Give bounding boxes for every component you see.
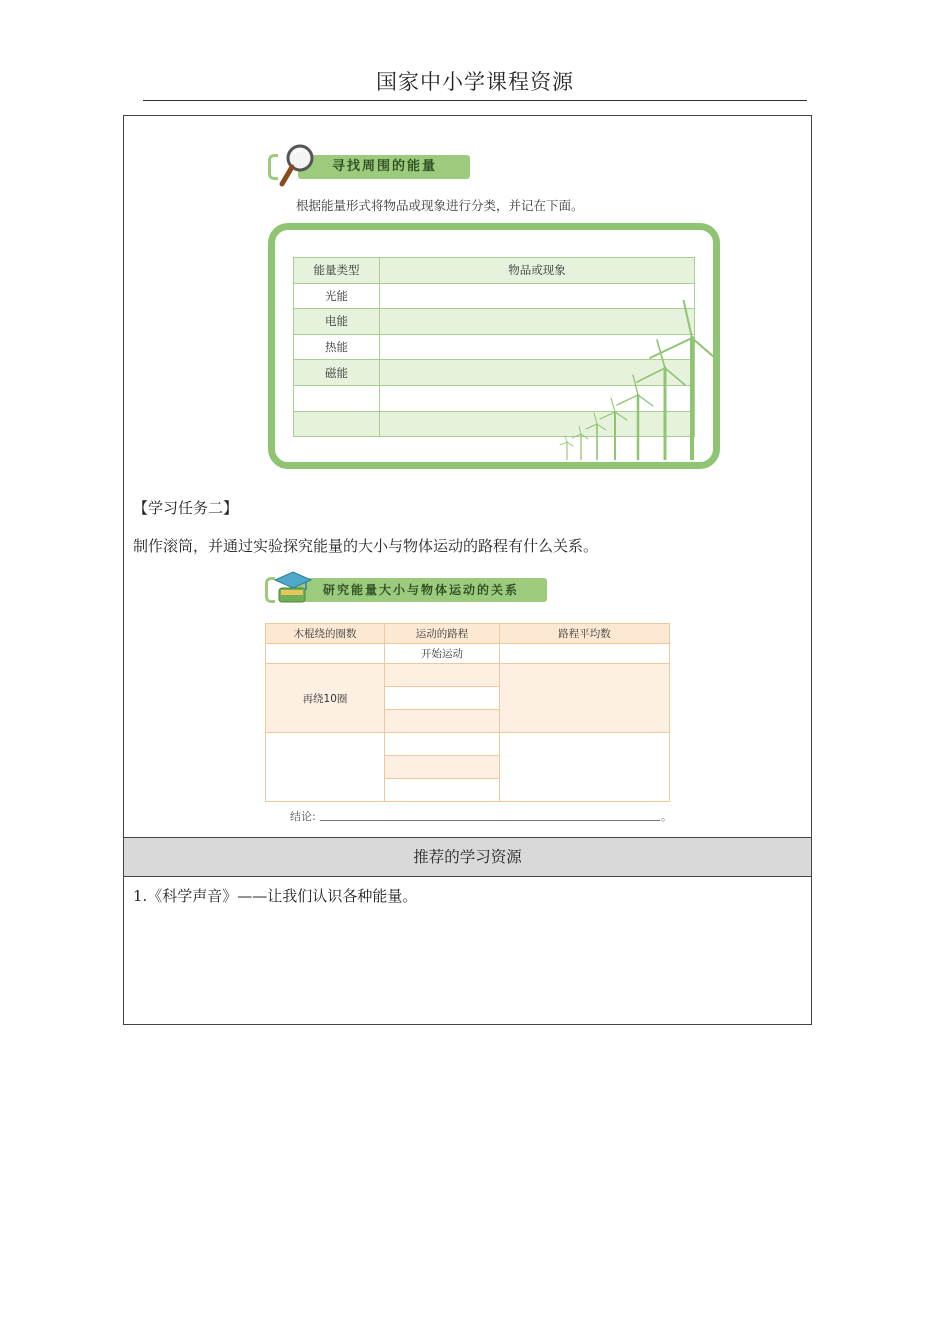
wind-turbine-illustration (545, 300, 715, 460)
energy-type-cell: 磁能 (294, 360, 380, 386)
activity2-title: 研究能量大小与物体运动的关系 (323, 583, 520, 597)
turns-cell[interactable] (266, 644, 385, 664)
activity1-title: 寻找周围的能量 (332, 159, 438, 174)
distance-cell[interactable] (385, 756, 500, 779)
energy-type-cell: 热能 (294, 334, 380, 360)
header-items: 物品或现象 (380, 258, 695, 284)
table-row (266, 644, 670, 664)
roll-experiment-table (265, 623, 670, 802)
header-energy-type: 能量类型 (294, 258, 380, 284)
graduation-cap-icon (273, 570, 313, 606)
page-header: 国家中小学课程资源 (143, 64, 807, 101)
activity2-title-banner (265, 572, 549, 604)
conclusion-end-mark: 。 (661, 810, 672, 823)
average-cell[interactable] (500, 733, 670, 802)
energy-type-cell[interactable] (294, 385, 380, 411)
group1-label-cell: 再绕10圈 (266, 664, 385, 733)
table-header-row (266, 624, 670, 644)
table-header-row (294, 258, 695, 284)
resources-heading: 推荐的学习资源 (124, 837, 811, 877)
header-average: 路程平均数 (500, 624, 670, 644)
resource-item[interactable]: 1.《科学声音》——让我们认识各种能量。 (133, 887, 418, 905)
distance-cell[interactable] (385, 710, 500, 733)
bracket-decoration (268, 154, 278, 180)
distance-cell[interactable] (385, 733, 500, 756)
activity1-title-banner (268, 152, 472, 182)
distance-cell[interactable] (385, 779, 500, 802)
start-label-cell: 开始运动 (385, 644, 500, 664)
distance-cell[interactable] (385, 687, 500, 710)
activity1-instruction: 根据能量形式将物品或现象进行分类，并记在下面。 (296, 198, 584, 213)
energy-type-cell[interactable] (294, 411, 380, 437)
conclusion-label: 结论: (290, 810, 316, 823)
energy-type-cell: 光能 (294, 283, 380, 309)
magnifier-icon (278, 142, 318, 188)
header-turns: 木棍绕的圈数 (266, 624, 385, 644)
energy-type-cell: 电能 (294, 309, 380, 335)
table-row (266, 664, 670, 687)
distance-cell[interactable] (385, 664, 500, 687)
task2-heading: 【学习任务二】 (133, 499, 239, 517)
task2-description: 制作滚筒，并通过实验探究能量的大小与物体运动的路程有什么关系。 (133, 537, 599, 555)
group2-label-cell[interactable] (266, 733, 385, 802)
average-cell[interactable] (500, 664, 670, 733)
header-distance: 运动的路程 (385, 624, 500, 644)
average-cell[interactable] (500, 644, 670, 664)
conclusion-input-line[interactable] (320, 820, 660, 821)
table-row (266, 733, 670, 756)
